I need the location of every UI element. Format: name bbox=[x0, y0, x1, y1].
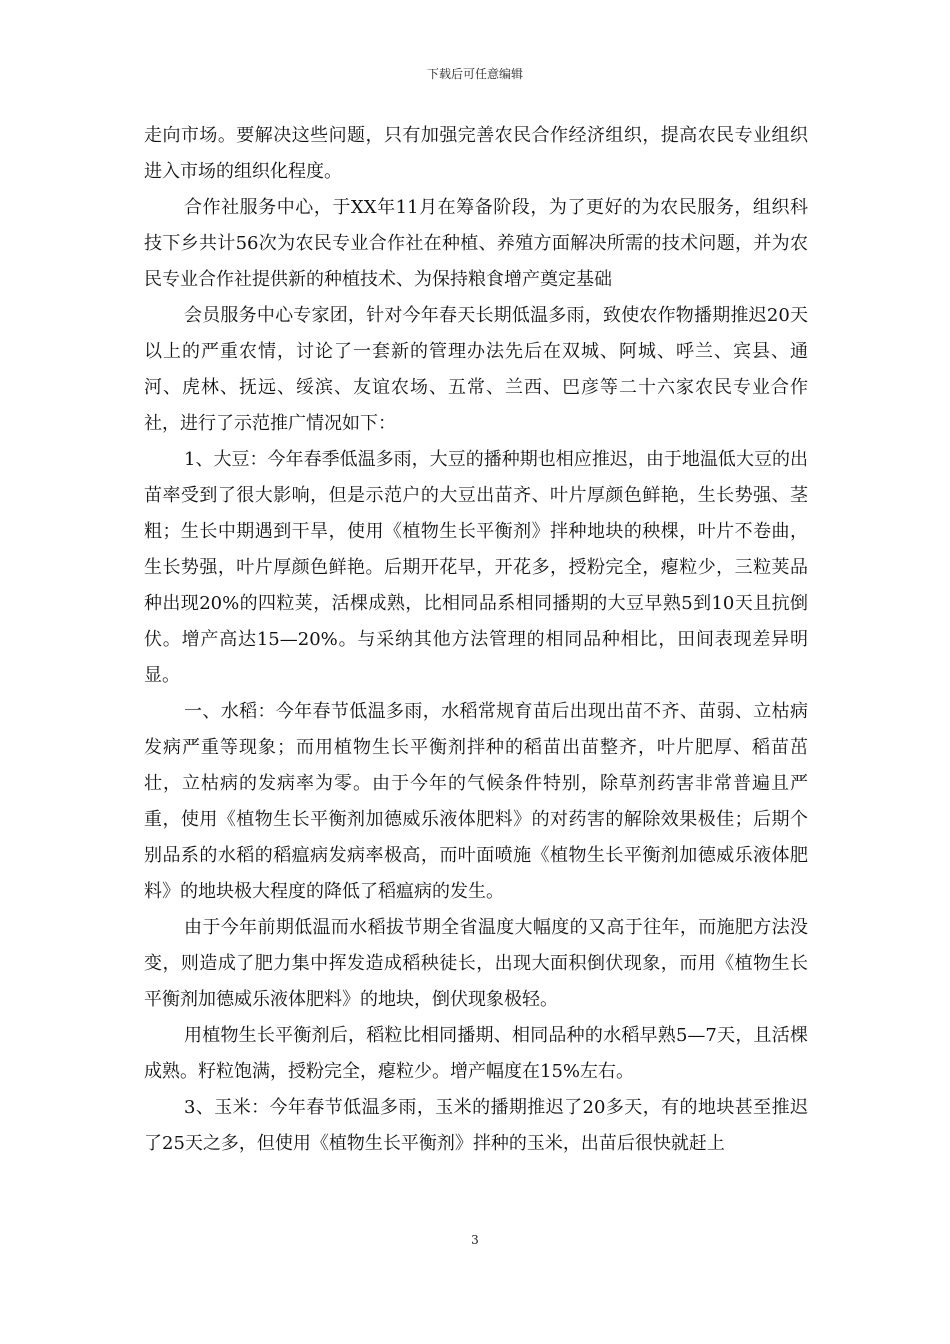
paragraph: 合作社服务中心，于XX年11月在筹备阶段，为了更好的为农民服务，组织科技下乡共计56次为农民专业合作社在种植、养殖方面解决所需的技术问题，并为农民专业合作社提供新的种植技术、为保持粮食增产奠定基础 bbox=[144, 197, 808, 290]
paragraph-soybean: 1、大豆：今年春季低温多雨，大豆的播种期也相应推迟，由于地温低大豆的出苗率受到了很大影响，但是示范户的大豆出苗齐、叶片厚颜色鲜艳，生长势强、茎粗；生长中期遇到干旱，使用《植物生长平衡剂》拌种地块的秧棵，叶片不卷曲，生长势强，叶片厚颜色鲜艳。后期开花早，开花多，授粉完全，瘪粒少，三粒荚品种出现20%的四粒荚，活棵成熟，比相同品系相同播期的大豆早熟5到10天且抗倒伏。增产高达15—20%。与采纳其他方法管理的相同品种相比，田间表现差异明显。 bbox=[144, 449, 808, 686]
paragraph-continuation: 走向市场。要解决这些问题，只有加强完善农民合作经济组织，提高农民专业组织进入市场的组织化程度。 bbox=[144, 125, 808, 182]
page-number: 3 bbox=[471, 1233, 479, 1247]
paragraph: 会员服务中心专家团，针对今年春天长期低温多雨，致使农作物播期推迟20天以上的严重农情，讨论了一套新的管理办法先后在双城、阿城、呼兰、宾县、通河、虎林、抚远、绥滨、友谊农场、五常、兰西、巴彦等二十六家农民专业合作社，进行了示范推广情况如下： bbox=[144, 305, 808, 434]
paragraph: 由于今年前期低温而水稻拔节期全省温度大幅度的又高于往年，而施肥方法没变，则造成了肥力集中挥发造成稻秧徒长，出现大面积倒伏现象，而用《植物生长平衡剂加德威乐液体肥料》的地块，倒伏现象极轻。 bbox=[144, 917, 808, 1010]
page-header: 下载后可任意编辑 bbox=[426, 67, 523, 81]
paragraph-rice: 一、水稻：今年春节低温多雨，水稻常规育苗后出现出苗不齐、苗弱、立枯病发病严重等现象；而用植物生长平衡剂拌种的稻苗出苗整齐，叶片肥厚、稻苗茁壮，立枯病的发病率为零。由于今年的气候条件特别，除草剂药害非常普遍且严重，使用《植物生长平衡剂加德威乐液体肥料》的对药害的解除效果极佳；后期个别品系的水稻的稻瘟病发病率极高，而叶面喷施《植物生长平衡剂加德威乐液体肥料》的地块极大程度的降低了稻瘟病的发生。 bbox=[144, 701, 808, 902]
document-body bbox=[144, 118, 808, 1162]
paragraph: 用植物生长平衡剂后，稻粒比相同播期、相同品种的水稻早熟5—7天，且活棵成熟。籽粒饱满，授粉完全，瘪粒少。增产幅度在15%左右。 bbox=[144, 1025, 808, 1082]
paragraph-corn: 3、玉米：今年春节低温多雨，玉米的播期推迟了20多天，有的地块甚至推迟了25天之多，但使用《植物生长平衡剂》拌种的玉米，出苗后很快就赶上 bbox=[144, 1097, 808, 1154]
